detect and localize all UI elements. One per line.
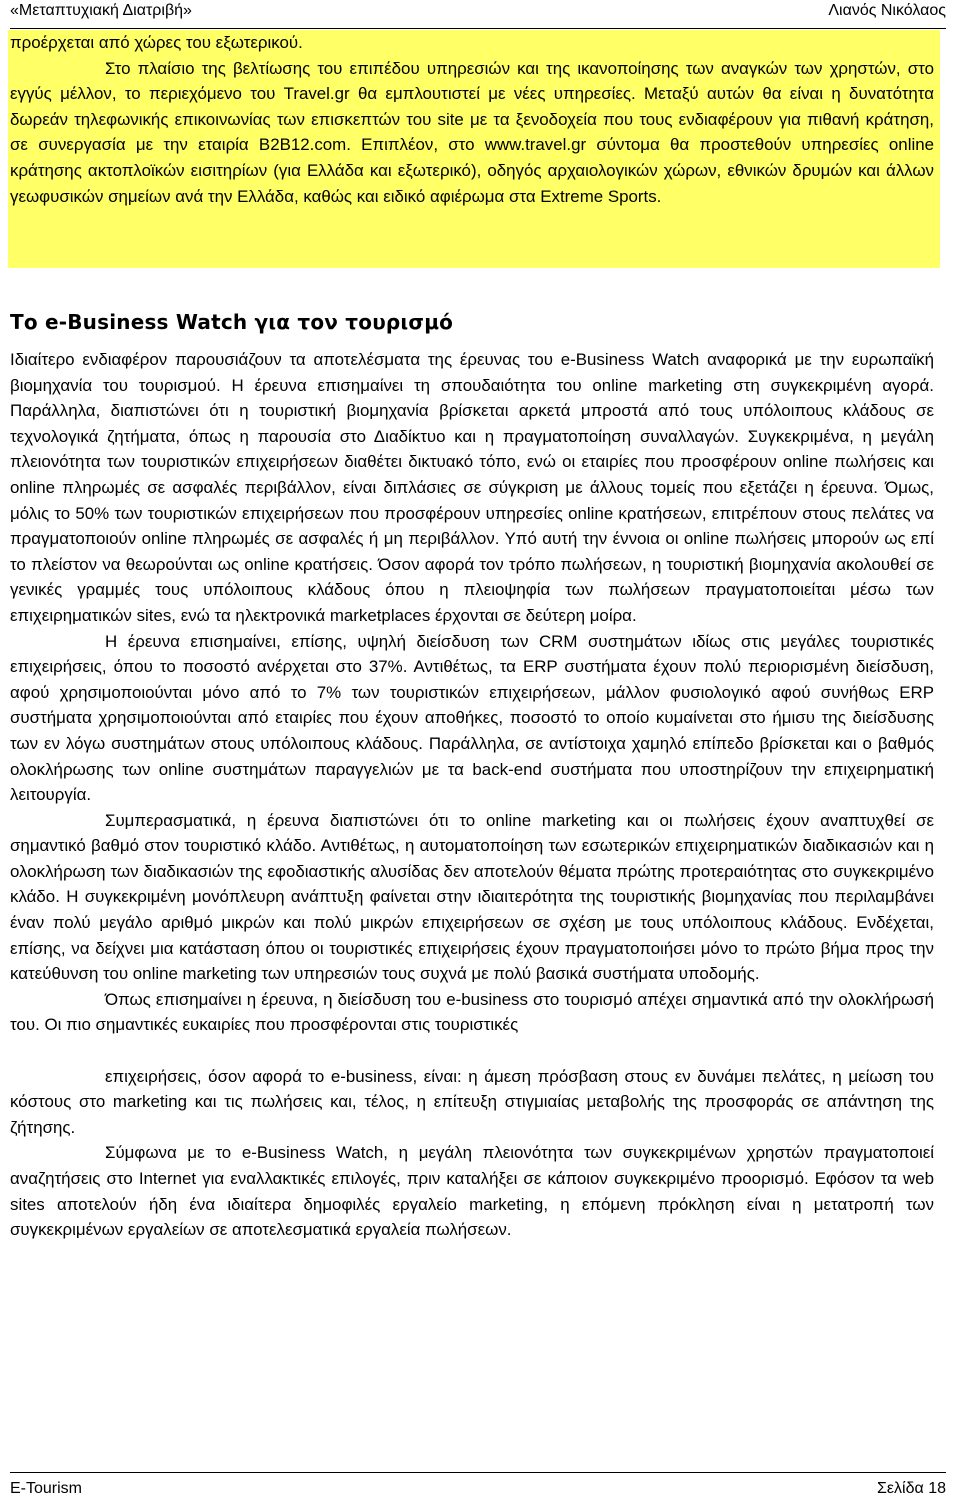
page-header [10, 0, 946, 29]
paragraph-gap [10, 1038, 934, 1064]
page-footer [10, 1472, 946, 1499]
thesis-title: «Μεταπτυχιακή Διατριβή» [10, 2, 192, 19]
body-paragraph-4: Όπως επισημαίνει η έρευνα, η διείσδυση του e-business στο τουρισμό απέχει σημαντικά από την ολοκλήρωσή του. Οι πιο σημαντικές ευκαιρίες που προσφέρονται στις τουριστικές [10, 989, 934, 1035]
highlighted-text-block [10, 30, 934, 209]
section-body [10, 347, 934, 1243]
highlighted-paragraph-1: προέρχεται από χώρες του εξωτερικού. [10, 33, 303, 52]
footer-label: E-Tourism [10, 1480, 83, 1497]
body-paragraph-1: Ιδιαίτερο ενδιαφέρον παρουσιάζουν τα αποτελέσματα της έρευνας του e-Business Watch αναφορικά με την ευρωπαϊκή βιομηχανία του τουρισμού. Η έρευνα επισημαίνει τη σπουδαιότητα του online marketing στη συγκεκριμένη αγορά. Παράλληλα, διαπιστώνει ότι η τουριστική βιομηχανία βρίσκεται αρκετά μπροστά από τους υπόλοιπους κλάδους σε τεχνολογικά ζητήματα, όπως η παρουσία στο Διαδίκτυο και η πραγματοποίηση συναλλαγών. Συγκεκριμένα, η μεγάλη πλειονότητα των τουριστικών επιχειρήσεων διαθέτει δικτυακό τόπο, ενώ οι εταιρίες που προσφέρουν online πωλήσεις και online πληρωμές σε ασφαλές περιβάλλον, είναι διπλάσιες σε σύγκριση με άλλους τομείς που εξετάζει η έρευνα. Όμως, μόλις το 50% των τουριστικών επιχειρήσεων που προσφέρουν υπηρεσίες online κρατήσεων, επιτρέπουν στους πελάτες να πραγματοποιούν online πληρωμές σε ασφαλές ή μη περιβάλλον. Υπό αυτή την έννοια οι online πωλήσεις μπορούν ως επί το πλείστον να θεωρούνται ως online κρατήσεις. Όσον αφορά τον τρόπο πωλήσεων, η τουριστική βιομηχανία ακολουθεί σε γενικές γραμμές τους υπόλοιπους κλάδους όπου η πλειοψηφία των πωλήσεων πραγματοποιείται μέσω των επιχειρηματικών sites, ενώ τα ηλεκτρονικά marketplaces έρχονται σε δεύτερη μοίρα. [10, 350, 934, 625]
page-number: Σελίδα 18 [877, 1480, 946, 1497]
body-paragraph-2: Η έρευνα επισημαίνει, επίσης, υψηλή διείσδυση των CRM συστημάτων ιδίως στις μεγάλες τουριστικές επιχειρήσεις, όπου το ποσοστό ανέρχεται στο 37%. Αντιθέτως, τα ERP συστήματα έχουν πολύ περιορισμένη διείσδυση, αφού χρησιμοποιούνται μόνο από το 7% των τουριστικών επιχειρήσεων, μάλλον φυσιολογικό αφού συνήθως ERP συστήματα χρησιμοποιούνται από εταιρίες που έχουν αποθήκες, ποσοστό το οποίο κυμαίνεται στο ήμισυ της διείσδυσης των εν λόγω συστημάτων στους υπόλοιπους κλάδους. Παράλληλα, σε αντίστοιχα χαμηλό επίπεδο βρίσκεται και ο βαθμός ολοκλήρωσης των online συστημάτων παραγγελιών με τα back-end συστήματα που υποστηρίζουν την επιχειρηματική λειτουργία. [10, 631, 934, 805]
body-paragraph-3: Συμπερασματικά, η έρευνα διαπιστώνει ότι το online marketing και οι πωλήσεις έχουν αναπτυχθεί σε σημαντικό βαθμό στον τουριστικό κλάδο. Αντιθέτως, η αυτοματοποίηση των εσωτερικών επιχειρηματικών διαδικασιών και η ολοκλήρωση των διαδικασιών της εφοδιαστικής αλυσίδας δεν αποτελούν θέματα πρώτης προτεραιότητας στο συγκεκριμένο κλάδο. Η συγκεκριμένη μονόπλευρη ανάπτυξη φαίνεται στην ιδιαιτερότητα της τουριστικής βιομηχανίας που περιλαμβάνει έναν πολύ μεγάλο αριθμό μικρών και πολύ μικρών επιχειρήσεων σε σχέση με τους υπόλοιπους κλάδους. Ενδέχεται, επίσης, να δείχνει μια κατάσταση όπου οι τουριστικές επιχειρήσεις έχουν πραγματοποιήσει μόνο το πρώτο βήμα προς την κατεύθυνση του online marketing των υπηρεσιών τους συχνά με πολύ βασικά συστήματα υποδομής. [10, 810, 934, 984]
section-heading: Το e-Business Watch για τον τουρισμό [10, 310, 454, 334]
body-paragraph-5: επιχειρήσεις, όσον αφορά το e-business, είναι: η άμεση πρόσβαση στους εν δυνάμει πελάτες, η μείωση του κόστους στο marketing και τις πωλήσεις και, τέλος, η επίτευξη στιγμιαίας μεταβολής της προσφοράς σε απάντηση της ζήτησης. [10, 1066, 934, 1137]
highlighted-paragraph-2: Στο πλαίσιο της βελτίωσης του επιπέδου υπηρεσιών και της ικανοποίησης των αναγκών των χρηστών, στο εγγύς μέλλον, το περιεχόμενο του Travel.gr θα εμπλουτιστεί με νέες υπηρεσίες. Μεταξύ αυτών θα είναι η δυνατότητα δωρεάν τηλεφωνικής επικοινωνίας των επισκεπτών του site με τα ξενοδοχεία που τους ενδιαφέρουν για πιθανή κράτηση, σε συνεργασία με την εταιρία B2B12.com. Επιπλέον, στο www.travel.gr σύντομα θα προστεθούν υπηρεσίες online κράτησης ακτοπλοϊκών εισιτηρίων (για Ελλάδα και εξωτερικό), οδηγός αρχαιολογικών χώρων, εθνικών δρυμών και άλλων γεωφυσικών σημείων ανά την Ελλάδα, καθώς και ειδικό αφιέρωμα στα Extreme Sports. [10, 58, 934, 206]
body-paragraph-6: Σύμφωνα με το e-Business Watch, η μεγάλη πλειονότητα των συγκεκριμένων χρηστών πραγματοποιεί αναζητήσεις στο Internet για εναλλακτικές επιλογές, πριν καταλήξει σε κάποιον συγκεκριμένο προορισμό. Εφόσον τα web sites αποτελούν ήδη ένα ιδιαίτερα δημοφιλές εργαλείο marketing, η επόμενη πρόκληση είναι η μετατροπή των συγκεκριμένων εργαλείων σε αποτελεσματικά εργαλεία πωλήσεων. [10, 1143, 934, 1240]
author-name: Λιανός Νικόλαος [828, 2, 946, 19]
